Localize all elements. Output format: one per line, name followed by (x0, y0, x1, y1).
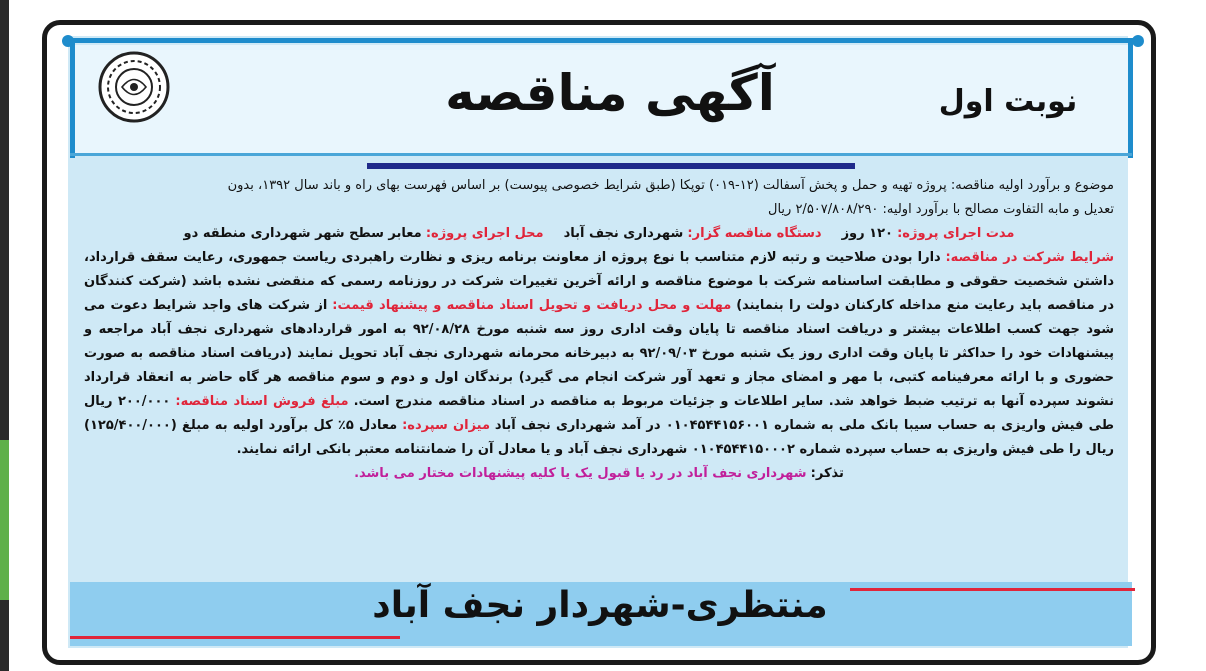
reminder-line: تذکر: شهرداری نجف آباد در رد یا قبول یک یا کلیه پیشنهادات مختار می باشد. (354, 466, 844, 481)
rail-knob-right (1132, 35, 1144, 47)
right-rail (1128, 40, 1133, 158)
notice-title: آگهی مناقصه (445, 64, 775, 122)
subject-line-2: تعدیل و مابه التفاوت مصالح با برآورد اولیه: ۲/۵۰۷/۸۰۸/۲۹۰ ریال (768, 202, 1114, 217)
left-edge-green-strip (0, 440, 9, 600)
mayor-signature: منتظری-شهردار نجف آباد (372, 585, 828, 626)
duration-item: مدت اجرای پروژه: ۱۲۰ روز (841, 226, 1015, 241)
project-meta-row (84, 222, 1114, 246)
municipality-seal-icon (97, 50, 171, 124)
left-rail (70, 40, 75, 158)
left-edge-bar (0, 0, 9, 671)
footer-red-stripe-bottom (70, 636, 400, 639)
organizer-item: دستگاه مناقصه گزار: شهرداری نجف آباد (563, 226, 822, 241)
location-item: محل اجرای پروژه: معابر سطح شهر شهرداری منطقه دو (183, 226, 544, 241)
footer-red-stripe-top (850, 588, 1135, 591)
title-divider (367, 163, 855, 169)
rail-knob-left (62, 35, 74, 47)
conditions-paragraph: شرایط شرکت در مناقصه: دارا بودن صلاحیت و رتبه لازم متناسب با نوع پروژه از معاونت برنامه ریزی و نظارت راهبردی ریاست جمهوری، رعایت سقف قرارداد، داشتن شخصیت حقوقی و مطابقت اساسنامه شرکت با موضوع مناقصه و ارائه آخرین تغییرات شرکت در روزنامه رسمی که منقضی نشده باشد (شرکت کنندگان در مناقصه باید رعایت منع مداخله کارکنان دولت را بنمایند) مهلت و محل دریافت و تحویل اسناد مناقصه و پیشنهاد قیمت: از شرکت های واجد شرایط دعوت می شود جهت کسب اطلاعات بیشتر و دریافت اسناد مناقصه تا پایان وقت اداری روز سه شنبه مورخ ۹۲/۰۸/۲۸ به امور قراردادهای شهرداری نجف آباد مراجعه و پیشنهادات خود را حداکثر تا پایان وقت اداری روز یک شنبه مورخ ۹۲/۰۹/۰۳ به دبیرخانه محرمانه شهرداری نجف آباد تحویل نمایند (دریافت اسناد مناقصه به صورت حضوری و با ارائه معرفینامه کتبی، با مهر و امضای مجاز و تعهد آور شرکت انجام می گیرد) برندگان اول و دوم و سوم مناقصه هر گاه حاضر به انعقاد قرارداد نشوند سپرده آنها به ترتیب ضبط خواهد شد. سایر اطلاعات و جزئیات مربوط به مناقصه در اسناد مناقصه مندرج است. مبلغ فروش اسناد مناقصه: ۲۰۰/۰۰۰ ریال طی فیش واریزی به حساب سیبا بانک ملی به شماره ۰۱۰۴۵۴۴۱۵۶۰۰۱ در آمد شهرداری نجف آباد میزان سپرده: معادل ۵٪ کل برآورد اولیه به مبلغ (۱۲۵/۴۰۰/۰۰۰) ریال را طی فیش واریزی به حساب سپرده شماره ۰۱۰۴۵۴۴۱۵۰۰۰۲ شهرداری نجف آباد و یا معادل آن را ضمانتنامه معتبر بانکی ارائه نمایند. (84, 250, 1115, 457)
notice-body (84, 174, 1114, 486)
notice-round: نوبت اول (938, 84, 1078, 119)
subject-line: موضوع و برآورد اولیه مناقصه: پروژه تهیه و حمل و پخش آسفالت (۱۲-۰۱۹) توپکا (طبق شرایط خصوصی پیوست) بر اساس فهرست بهای راه و باند سال ۱۳۹۲، بدون (227, 178, 1114, 193)
top-rail (66, 38, 1138, 43)
header-bottom-rail (70, 153, 1132, 156)
